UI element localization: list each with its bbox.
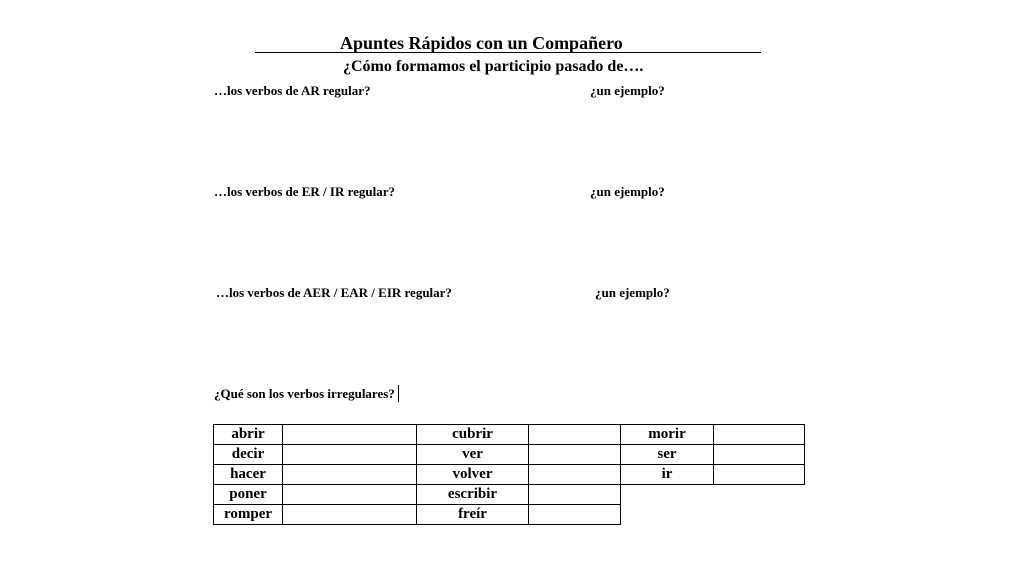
table-row (214, 505, 805, 525)
verb-cell: morir (621, 425, 714, 445)
verb-cell: ver (417, 445, 529, 465)
verb-cell: hacer (214, 465, 283, 485)
verb-cell: ser (621, 445, 714, 465)
verb-cell: ir (621, 465, 714, 485)
title-underline (255, 33, 761, 53)
answer-cell[interactable] (714, 425, 805, 445)
verb-cell: cubrir (417, 425, 529, 445)
verb-cell: volver (417, 465, 529, 485)
answer-cell[interactable] (283, 505, 417, 525)
answer-cell[interactable] (714, 465, 805, 485)
page-title: Apuntes Rápidos con un Compañero (340, 33, 623, 53)
answer-cell[interactable] (283, 425, 417, 445)
answer-cell[interactable] (283, 465, 417, 485)
verb-cell: freír (417, 505, 529, 525)
irregular-question-text: ¿Qué son los verbos irregulares? (214, 386, 395, 401)
question-ar: …los verbos de AR regular? (214, 83, 371, 98)
table-row (214, 425, 805, 445)
page-subtitle: ¿Cómo formamos el participio pasado de…. (343, 58, 644, 75)
question-aer-ear-eir: …los verbos de AER / EAR / EIR regular? (216, 285, 452, 300)
irregular-question (214, 385, 399, 402)
answer-cell[interactable] (714, 445, 805, 465)
verb-cell: escribir (417, 485, 529, 505)
example-er-ir: ¿un ejemplo? (590, 184, 665, 199)
verb-cell: romper (214, 505, 283, 525)
example-ar: ¿un ejemplo? (590, 83, 665, 98)
verb-cell: abrir (214, 425, 283, 445)
verb-cell: poner (214, 485, 283, 505)
answer-cell[interactable] (529, 485, 621, 505)
answer-cell[interactable] (529, 505, 621, 525)
empty-space (621, 485, 805, 505)
table-row (214, 465, 805, 485)
table-row (214, 445, 805, 465)
example-aer-ear-eir: ¿un ejemplo? (595, 285, 670, 300)
question-er-ir: …los verbos de ER / IR regular? (214, 184, 396, 199)
answer-cell[interactable] (283, 485, 417, 505)
verb-cell: decir (214, 445, 283, 465)
answer-cell[interactable] (529, 465, 621, 485)
answer-cell[interactable] (283, 445, 417, 465)
answer-cell[interactable] (529, 445, 621, 465)
answer-cell[interactable] (529, 425, 621, 445)
empty-space (621, 505, 805, 525)
text-cursor (398, 385, 399, 402)
irregular-verb-table (213, 424, 805, 525)
table-row (214, 485, 805, 505)
